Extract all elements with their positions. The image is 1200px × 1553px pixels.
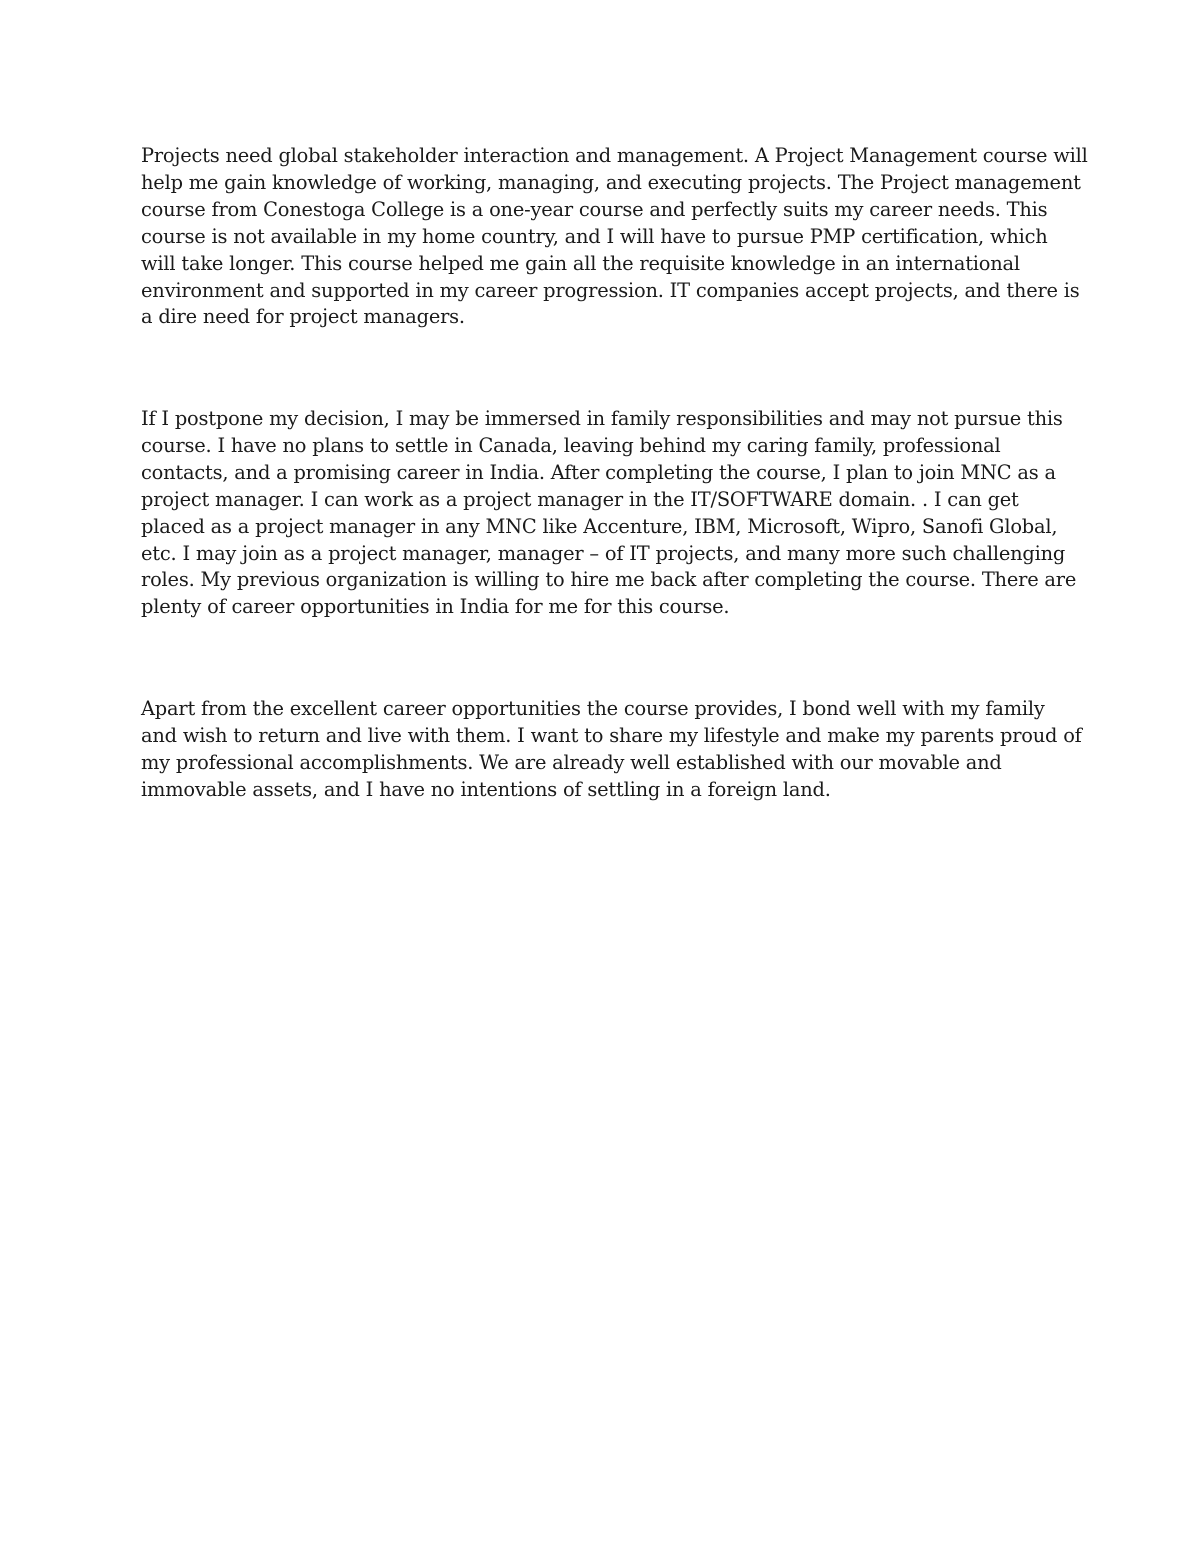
paragraph-line: course from Conestoga College is a one-year course and perfectly suits my career needs. This (141, 197, 1048, 221)
paragraph-line: Projects need global stakeholder interaction and management. A Project Management course will (141, 144, 1088, 167)
paragraph-2 (141, 406, 1076, 621)
paragraph-line: If I postpone my decision, I may be immersed in family responsibilities and may not pursue this (141, 407, 1063, 430)
paragraph-line: and wish to return and live with them. I want to share my lifestyle and make my parents proud of (141, 723, 1082, 747)
paragraph-line: environment and supported in my career progression. IT companies accept projects, and there is (141, 278, 1080, 302)
paragraph-line: my professional accomplishments. We are already well established with our movable and (141, 750, 1002, 774)
paragraph-line: course. I have no plans to settle in Canada, leaving behind my caring family, professional (141, 433, 1001, 457)
paragraph-line: placed as a project manager in any MNC like Accenture, IBM, Microsoft, Wipro, Sanofi Global, (141, 514, 1058, 538)
paragraph-line: roles. My previous organization is willing to hire me back after completing the course. There are (141, 568, 1077, 592)
paragraph-line: Apart from the excellent career opportunities the course provides, I bond well with my family (141, 697, 1045, 720)
paragraph-line: contacts, and a promising career in India. After completing the course, I plan to join MNC as a (141, 460, 1056, 484)
paragraph-line: will take longer. This course helped me gain all the requisite knowledge in an international (141, 251, 1020, 275)
paragraph-line: help me gain knowledge of working, managing, and executing projects. The Project management (141, 170, 1081, 194)
paragraph-line: a dire need for project managers. (141, 305, 465, 329)
paragraph-3 (141, 696, 1082, 804)
paragraph-line: etc. I may join as a project manager, manager – of IT projects, and many more such challenging (141, 541, 1066, 565)
paragraph-line: plenty of career opportunities in India for me for this course. (141, 595, 730, 619)
paragraph-line: project manager. I can work as a project manager in the IT/SOFTWARE domain. . I can get (141, 487, 1019, 511)
paragraph-line: course is not available in my home country, and I will have to pursue PMP certification, which (141, 224, 1048, 248)
paragraph-1 (141, 143, 1088, 331)
paragraph-line: immovable assets, and I have no intentions of settling in a foreign land. (141, 777, 831, 801)
